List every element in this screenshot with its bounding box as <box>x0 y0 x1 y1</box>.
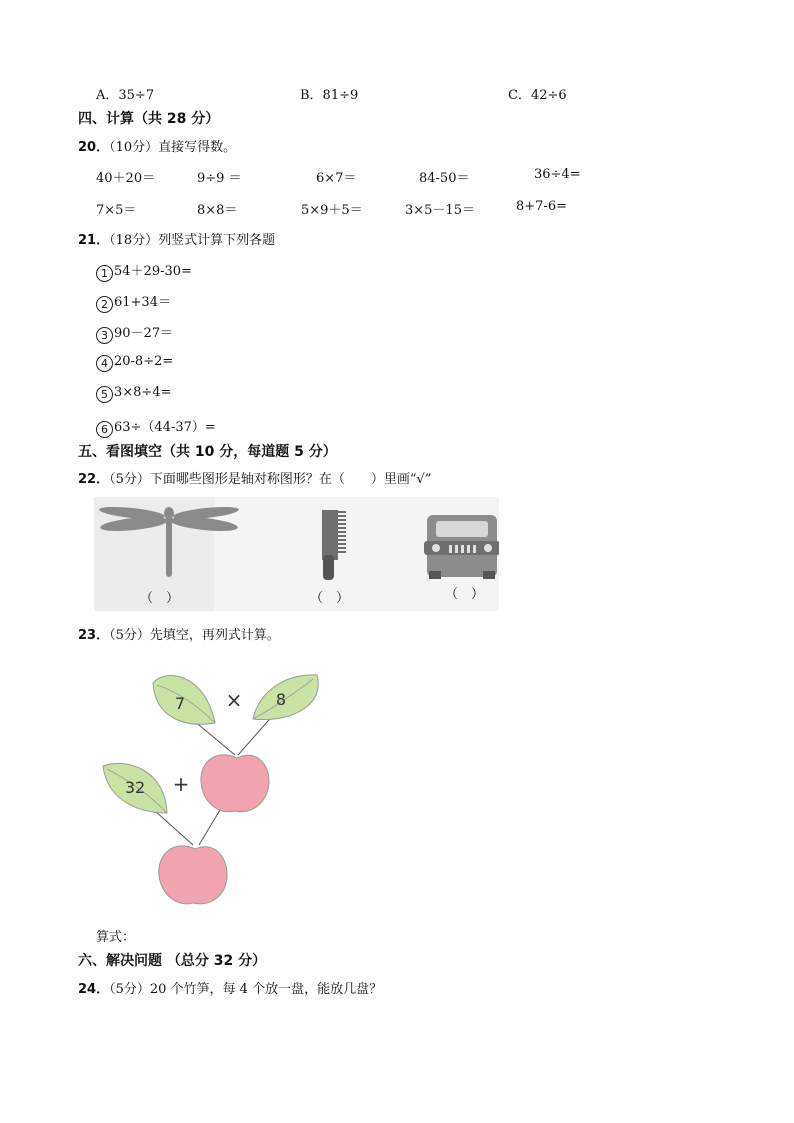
q21-expr: 61+34＝ <box>114 295 171 310</box>
q21-item <box>96 260 192 282</box>
q22-text: 下面哪些图形是轴对称图形？在（ ）里画“√” <box>149 472 432 487</box>
q24-score: （5分） <box>109 982 150 997</box>
q24-text: 20 个竹笋，每 4 个放一盘，能放几盘？ <box>149 982 383 997</box>
formula-label: 算式： <box>96 930 136 945</box>
option-a: A．35÷7 <box>96 88 155 103</box>
q23-number: 23． <box>78 628 110 643</box>
q21-item <box>96 416 216 438</box>
answer-bracket[interactable]: （ ） <box>445 587 485 602</box>
q21-item <box>96 322 173 344</box>
q21-item <box>96 385 172 403</box>
leaf-number: 7 <box>174 694 186 713</box>
q21-expr: 54＋29-30= <box>114 264 192 279</box>
leaf-number: 8 <box>275 690 287 709</box>
plus-sign: + <box>172 772 190 796</box>
option-b: B．81÷9 <box>300 88 359 103</box>
apple-icon <box>201 755 269 812</box>
section4-title: 四、计算（共 28 分） <box>78 111 220 127</box>
q23-text: 先填空，再列式计算。 <box>149 628 280 643</box>
q20-item: 5×9＋5＝ <box>301 203 363 218</box>
circled-number: 5 <box>96 386 113 403</box>
circled-number: 2 <box>96 296 113 313</box>
q21-item <box>96 291 171 313</box>
q23-line <box>78 624 280 643</box>
q21-expr: 90－27＝ <box>114 326 174 341</box>
q20-item: 36÷4= <box>534 167 581 182</box>
circled-number: 4 <box>96 355 113 372</box>
apple-icon <box>159 846 227 904</box>
q20-item: 7×5＝ <box>96 203 137 218</box>
multiply-sign: × <box>225 688 243 712</box>
apple-tree-diagram <box>95 663 335 913</box>
circled-number: 6 <box>96 421 113 438</box>
answer-bracket[interactable]: （ ） <box>310 591 350 606</box>
q20-item: 6×7＝ <box>316 171 357 186</box>
q21-item <box>96 354 173 372</box>
q21-line <box>78 229 275 248</box>
q21-expr: 63÷（44-37）= <box>114 420 216 435</box>
section5-title: 五、看图填空（共 10 分，每道题 5 分） <box>78 444 337 460</box>
q21-expr: 20-8÷2= <box>114 354 174 369</box>
leaf-number: 32 <box>124 778 146 797</box>
section6-title: 六、解决问题 （总分 32 分） <box>78 953 267 969</box>
q20-text: 直接写得数。 <box>158 140 237 155</box>
q22-number: 22． <box>78 472 110 487</box>
q20-item: 8+7-6= <box>516 199 567 214</box>
q21-expr: 3×8÷4= <box>114 385 172 400</box>
q24-line <box>78 978 382 997</box>
circled-number: 3 <box>96 327 113 344</box>
q22-score: （5分） <box>109 472 150 487</box>
q20-item: 3×5－15＝ <box>405 203 475 218</box>
q20-item: 9÷9 ＝ <box>197 171 242 186</box>
q21-score: （18分） <box>109 233 159 248</box>
q20-item: 40＋20＝ <box>96 171 156 186</box>
circled-number: 1 <box>96 265 113 282</box>
answer-bracket[interactable]: （ ） <box>140 591 180 606</box>
car-icon <box>424 515 499 579</box>
q20-number: 20． <box>78 140 110 155</box>
q22-line <box>78 468 431 487</box>
q20-score: （10分） <box>109 140 159 155</box>
q21-number: 21． <box>78 233 110 248</box>
q20-item: 84-50＝ <box>419 171 470 186</box>
option-c: C．42÷6 <box>508 88 567 103</box>
q20-item: 8×8＝ <box>197 203 238 218</box>
q21-text: 列竖式计算下列各题 <box>158 233 276 248</box>
q24-number: 24． <box>78 982 110 997</box>
q23-score: （5分） <box>109 628 150 643</box>
q20-line <box>78 136 236 155</box>
